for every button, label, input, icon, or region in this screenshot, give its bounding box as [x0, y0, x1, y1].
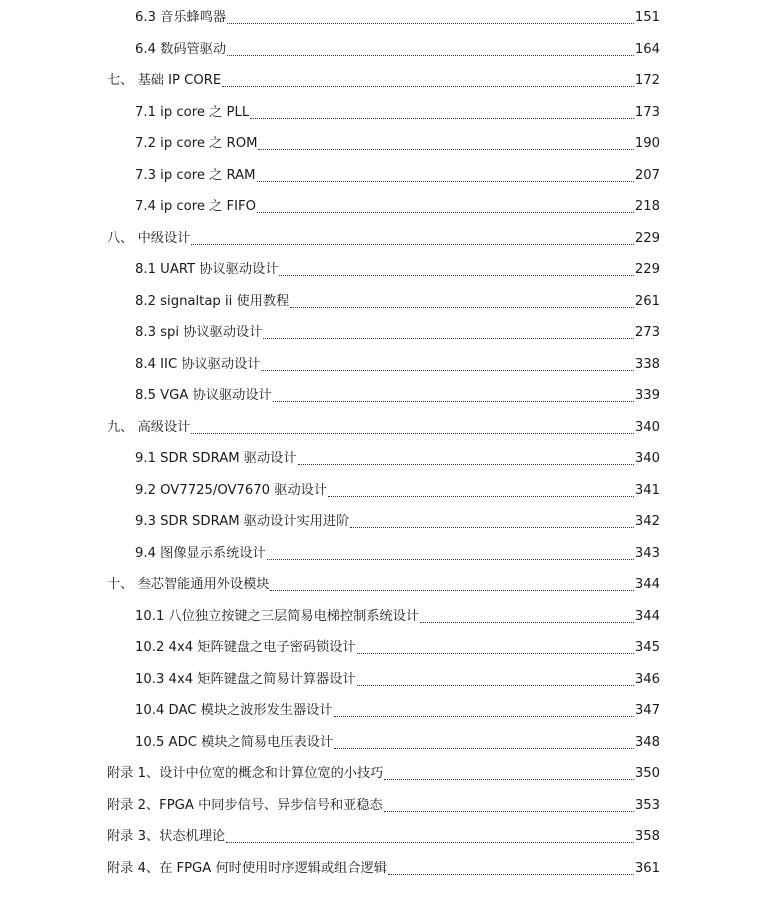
toc-entry[interactable]: [107, 825, 660, 845]
toc-entry-title: 附录 2、FPGA 中同步信号、异步信号和亚稳态: [107, 798, 383, 813]
toc-leader-dots: [191, 228, 634, 245]
toc-entry-title: 9.4 图像显示系统设计: [135, 546, 266, 561]
toc-entry-page: 229: [634, 262, 660, 277]
toc-entry[interactable]: [135, 447, 660, 467]
toc-entry[interactable]: [107, 794, 660, 814]
toc-entry[interactable]: [107, 573, 660, 593]
toc-entry-page: 207: [634, 168, 660, 183]
toc-leader-dots: [258, 133, 633, 150]
toc-entry[interactable]: [135, 668, 660, 688]
toc-entry-title: 十、 叁芯智能通用外设模块: [107, 577, 270, 592]
toc-entry-page: 190: [634, 136, 660, 151]
toc-entry-title: 10.1 八位独立按键之三层简易电梯控制系统设计: [135, 609, 420, 624]
toc-entry-page: 218: [634, 199, 660, 214]
toc-entry-page: 151: [634, 10, 660, 25]
toc-entry[interactable]: [135, 605, 660, 625]
toc-entry-title: 8.2 signaltap ii 使用教程: [135, 294, 290, 309]
toc-entry[interactable]: [135, 321, 660, 341]
toc-entry-page: 340: [634, 420, 660, 435]
toc-entry-page: 343: [634, 546, 660, 561]
toc-entry[interactable]: [107, 416, 660, 436]
toc-entry-title: 附录 1、设计中位宽的概念和计算位宽的小技巧: [107, 766, 384, 781]
toc-leader-dots: [270, 574, 633, 591]
toc-entry-page: 348: [634, 735, 660, 750]
toc-entry-title: 七、 基础 IP CORE: [107, 73, 222, 88]
toc-leader-dots: [357, 669, 634, 686]
toc-entry[interactable]: [135, 132, 660, 152]
toc-leader-dots: [257, 196, 634, 213]
toc-entry[interactable]: [135, 38, 660, 58]
toc-entry-title: 7.4 ip core 之 FIFO: [135, 199, 256, 214]
toc-entry[interactable]: [135, 101, 660, 121]
toc-entry-page: 346: [634, 672, 660, 687]
toc-entry[interactable]: [135, 731, 660, 751]
toc-entry-page: 353: [634, 798, 660, 813]
toc-entry-page: 350: [634, 766, 660, 781]
toc-entry-title: 8.4 IIC 协议驱动设计: [135, 357, 261, 372]
toc-entry-title: 10.4 DAC 模块之波形发生器设计: [135, 703, 333, 718]
toc-entry-page: 342: [634, 514, 660, 529]
toc-entry-title: 6.4 数码管驱动: [135, 42, 227, 57]
toc-leader-dots: [261, 354, 633, 371]
toc-leader-dots: [273, 385, 634, 402]
toc-leader-dots: [334, 700, 634, 717]
toc-entry-page: 273: [634, 325, 660, 340]
toc-entry[interactable]: [135, 258, 660, 278]
toc-entry[interactable]: [135, 353, 660, 373]
toc-leader-dots: [298, 448, 634, 465]
toc-entry[interactable]: [135, 290, 660, 310]
toc-entry[interactable]: [135, 479, 660, 499]
toc-leader-dots: [257, 165, 634, 182]
toc-entry[interactable]: [135, 542, 660, 562]
toc-entry[interactable]: [107, 762, 660, 782]
toc-entry-title: 9.1 SDR SDRAM 驱动设计: [135, 451, 297, 466]
toc-entry-page: 341: [634, 483, 660, 498]
toc-entry-page: 340: [634, 451, 660, 466]
toc-entry-page: 345: [634, 640, 660, 655]
toc-entry-title: 附录 3、状态机理论: [107, 829, 226, 844]
toc-entry-page: 339: [634, 388, 660, 403]
toc-entry-title: 10.5 ADC 模块之简易电压表设计: [135, 735, 334, 750]
toc-entry-page: 347: [634, 703, 660, 718]
toc-leader-dots: [328, 480, 634, 497]
toc-entry-page: 344: [634, 609, 660, 624]
toc-entry[interactable]: [107, 69, 660, 89]
toc-leader-dots: [226, 826, 634, 843]
toc-leader-dots: [357, 637, 634, 654]
toc-entry-page: 229: [634, 231, 660, 246]
toc-leader-dots: [290, 291, 634, 308]
toc-leader-dots: [227, 7, 634, 24]
toc-leader-dots: [227, 39, 634, 56]
toc-entry[interactable]: [135, 6, 660, 26]
toc-entry-page: 344: [634, 577, 660, 592]
toc-leader-dots: [334, 732, 634, 749]
toc-entry-title: 10.2 4x4 矩阵键盘之电子密码锁设计: [135, 640, 356, 655]
toc-entry[interactable]: [135, 510, 660, 530]
toc-leader-dots: [191, 417, 634, 434]
toc-entry-title: 8.3 spi 协议驱动设计: [135, 325, 263, 340]
toc-leader-dots: [263, 322, 633, 339]
toc-leader-dots: [350, 511, 634, 528]
toc-leader-dots: [222, 70, 634, 87]
toc-leader-dots: [279, 259, 633, 276]
toc-entry-page: 358: [634, 829, 660, 844]
toc-entry-title: 8.5 VGA 协议驱动设计: [135, 388, 272, 403]
toc-entry-title: 10.3 4x4 矩阵键盘之简易计算器设计: [135, 672, 356, 687]
toc-leader-dots: [250, 102, 634, 119]
toc-entry-page: 361: [634, 861, 660, 876]
toc-entry-title: 附录 4、在 FPGA 何时使用时序逻辑或组合逻辑: [107, 861, 387, 876]
toc-entry[interactable]: [135, 384, 660, 404]
toc-entry-page: 172: [634, 73, 660, 88]
toc-entry[interactable]: [135, 699, 660, 719]
toc-entry-title: 9.2 OV7725/OV7670 驱动设计: [135, 483, 328, 498]
toc-leader-dots: [420, 606, 634, 623]
toc-entry-title: 6.3 音乐蜂鸣器: [135, 10, 227, 25]
toc-entry-page: 261: [634, 294, 660, 309]
toc-entry-title: 7.3 ip core 之 RAM: [135, 168, 256, 183]
toc-entry[interactable]: [107, 227, 660, 247]
toc-leader-dots: [384, 795, 634, 812]
toc-entry-page: 173: [634, 105, 660, 120]
toc-entry-page: 164: [634, 42, 660, 57]
toc-entry-title: 9.3 SDR SDRAM 驱动设计实用进阶: [135, 514, 350, 529]
toc-entry-title: 7.1 ip core 之 PLL: [135, 105, 250, 120]
toc-entry-title: 八、 中级设计: [107, 231, 191, 246]
toc-leader-dots: [267, 543, 634, 560]
toc-leader-dots: [384, 763, 633, 780]
toc-entry-title: 九、 高级设计: [107, 420, 191, 435]
toc-entry-title: 8.1 UART 协议驱动设计: [135, 262, 279, 277]
toc-entry-title: 7.2 ip core 之 ROM: [135, 136, 258, 151]
toc-entry[interactable]: [107, 857, 660, 877]
toc-entry[interactable]: [135, 164, 660, 184]
toc-entry[interactable]: [135, 636, 660, 656]
toc-entry[interactable]: [135, 195, 660, 215]
toc-entry-page: 338: [634, 357, 660, 372]
toc-leader-dots: [388, 858, 634, 875]
